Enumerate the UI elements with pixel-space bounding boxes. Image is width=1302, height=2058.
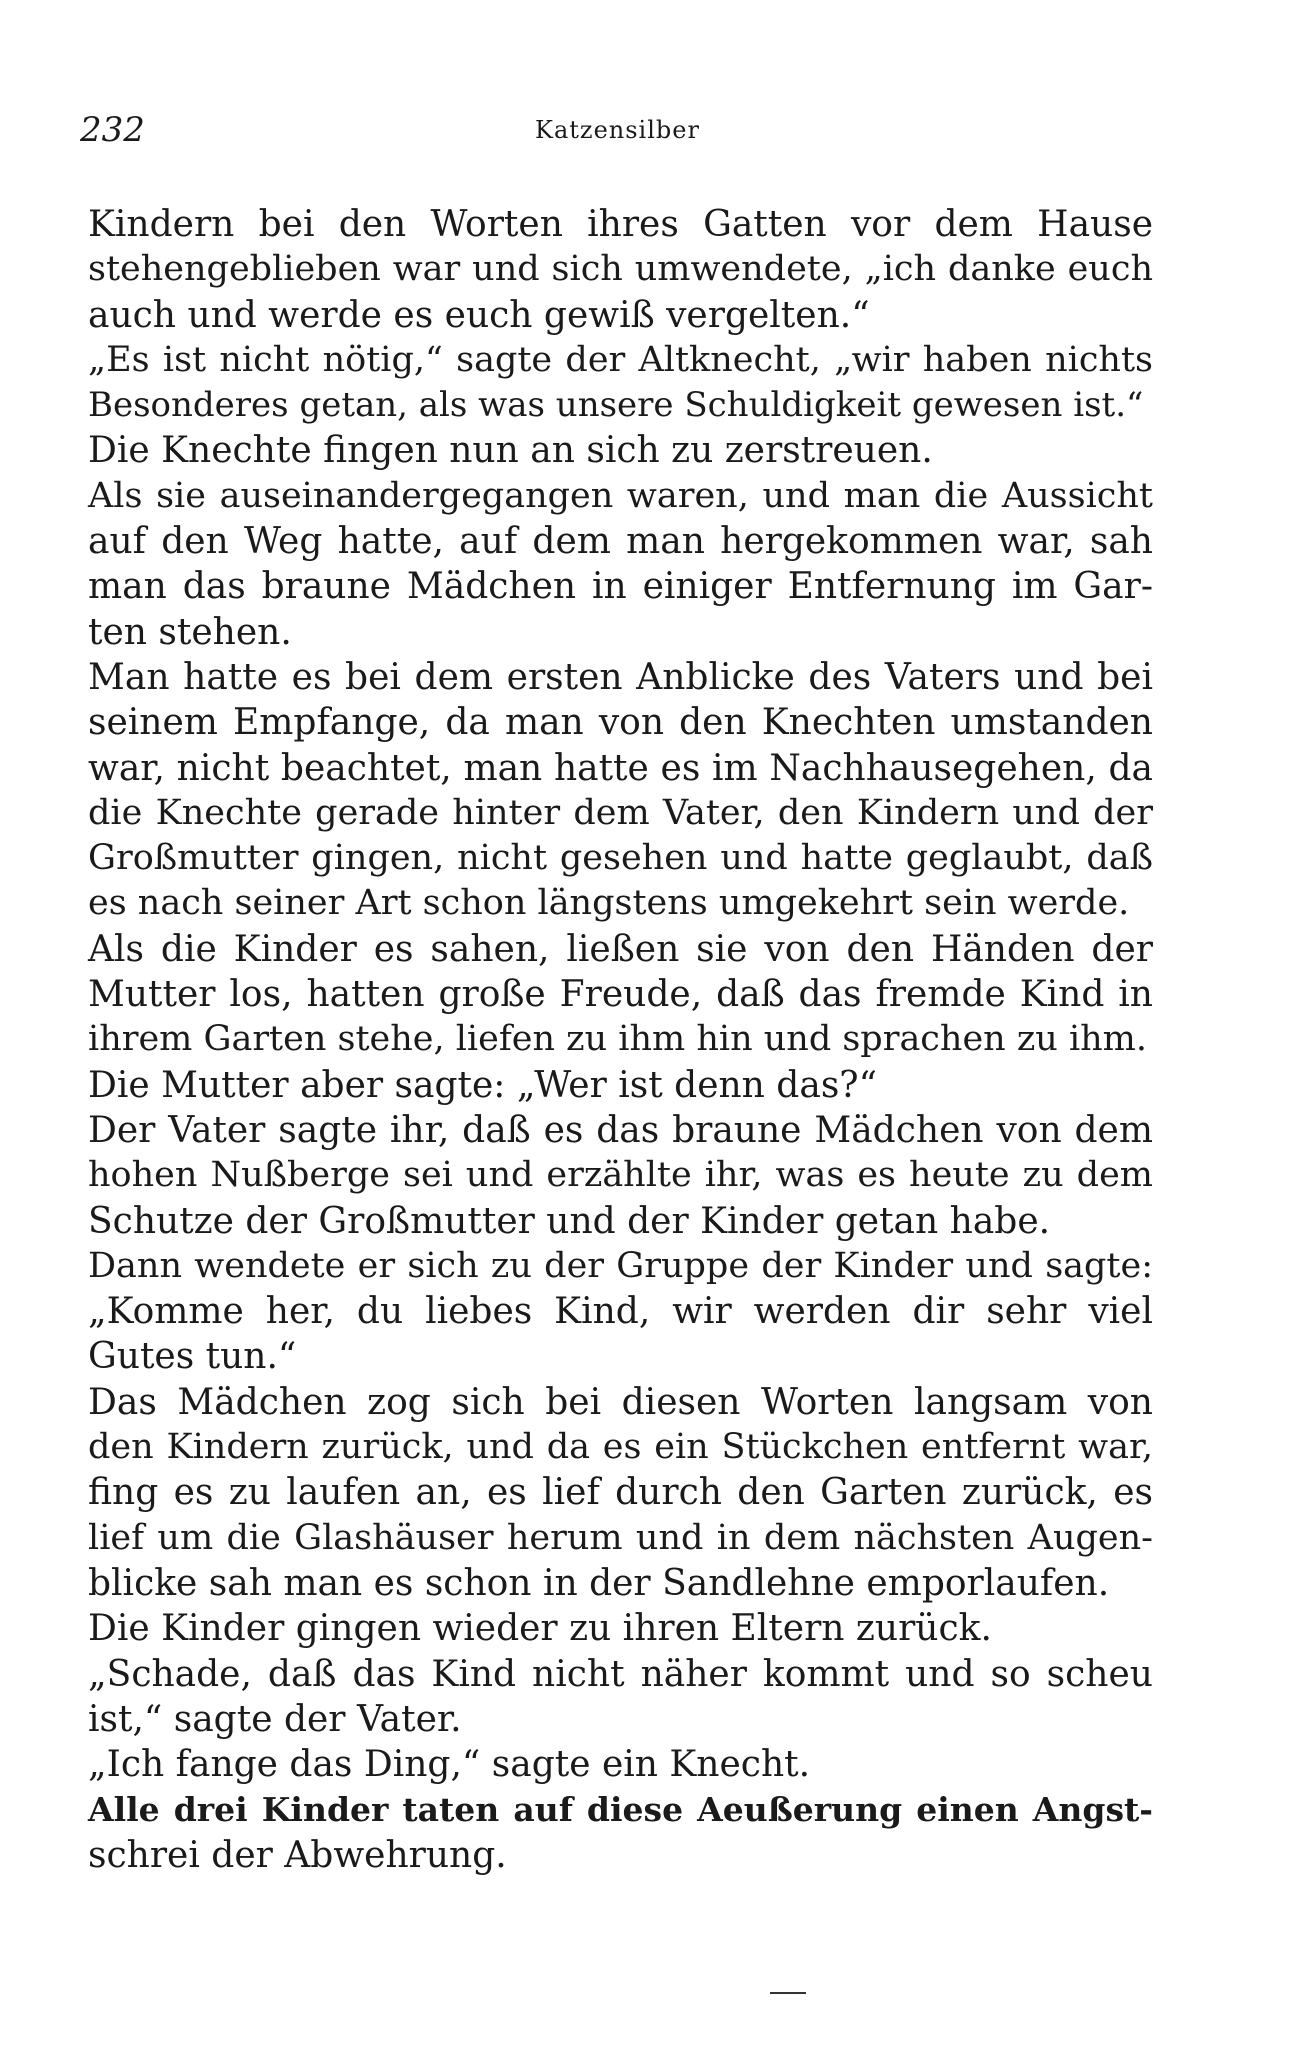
text-line: fing es zu laufen an, es lief durch den Garten zurück, es [88, 1472, 1153, 1514]
text-line: „Es ist nicht nötig,“ sagte der Altknecht, „wir haben nichts [88, 339, 1153, 380]
text-line: „Schade, daß das Kind nicht näher kommt und so scheu [88, 1653, 1153, 1695]
page-header [80, 108, 1155, 152]
text-line: Als sie auseinandergegangen waren, und man die Aussicht [88, 475, 1153, 516]
text-line: Mutter los, hatten große Freude, daß das fremde Kind in [88, 974, 1153, 1016]
footer-dash [770, 1992, 806, 1994]
text-line: ist,“ sagte der Vater. [88, 1698, 462, 1740]
page-number: 232 [80, 110, 145, 150]
text-line: „Komme her, du liebes Kind, wir werden dir sehr viel [88, 1291, 1153, 1333]
text-line: Man hatte es bei dem ersten Anblicke des Vaters und bei [88, 656, 1153, 698]
text-line: auf den Weg hatte, auf dem man hergekommen war, sah [88, 521, 1153, 563]
text-line: den Kindern zurück, und da es ein Stückchen entfernt war, [88, 1427, 1153, 1468]
text-line: Gutes tun.“ [88, 1336, 297, 1378]
text-line: Als die Kinder es sahen, ließen sie von den Händen der [88, 928, 1153, 970]
text-line: blicke sah man es schon in der Sandlehne emporlaufen. [88, 1562, 1110, 1604]
text-line: schrei der Abwehrung. [88, 1834, 507, 1876]
text-line: ihrem Garten stehe, liefen zu ihm hin und sprachen zu ihm. [88, 1019, 1147, 1060]
text-line: seinem Empfange, da man von den Knechten umstanden [88, 702, 1153, 744]
text-line: es nach seiner Art schon längstens umgekehrt sein werde. [88, 883, 1130, 924]
body-text [88, 202, 1153, 1878]
text-line: Der Vater sagte ihr, daß es das braune Mädchen von dem [88, 1109, 1153, 1151]
text-line: Die Mutter aber sagte: „Wer ist denn das?“ [88, 1064, 877, 1106]
text-line: stehengeblieben war und sich umwendete, „ich danke euch [88, 249, 1153, 290]
text-line: Das Mädchen zog sich bei diesen Worten langsam von [88, 1381, 1153, 1423]
text-line: Besonderes getan, als was unsere Schuldigkeit gewesen ist.“ [88, 385, 1144, 426]
text-line: war, nicht beachtet, man hatte es im Nachhausegehen, da [88, 747, 1153, 789]
text-line: Schutze der Großmutter und der Kinder getan habe. [88, 1200, 1051, 1242]
text-line: man das braune Mädchen in einiger Entfernung im Gar- [88, 566, 1153, 608]
text-line: lief um die Glashäuser herum und in dem nächsten Augen- [88, 1517, 1153, 1558]
text-line: „Ich fange das Ding,“ sagte ein Knecht. [88, 1744, 811, 1786]
running-head: Katzensilber [535, 116, 700, 144]
text-line: auch und werde es euch gewiß vergelten.“ [88, 294, 870, 336]
text-line: ten stehen. [88, 611, 292, 653]
text-line: hohen Nußberge sei und erzählte ihr, was es heute zu dem [88, 1155, 1153, 1196]
text-line: Kindern bei den Worten ihres Gatten vor dem Hause [88, 204, 1153, 245]
text-line: Dann wendete er sich zu der Gruppe der Kinder und sagte: [88, 1245, 1153, 1286]
text-line: Großmutter gingen, nicht gesehen und hatte geglaubt, daß [88, 838, 1153, 879]
text-line: Die Knechte fingen nun an sich zu zerstreuen. [88, 430, 933, 472]
text-line: die Knechte gerade hinter dem Vater, den Kindern und der [88, 792, 1153, 833]
text-line: Alle drei Kinder taten auf diese Aeußerung einen Angst- [88, 1790, 1153, 1830]
text-line: Die Kinder gingen wieder zu ihren Eltern zurück. [88, 1608, 992, 1650]
